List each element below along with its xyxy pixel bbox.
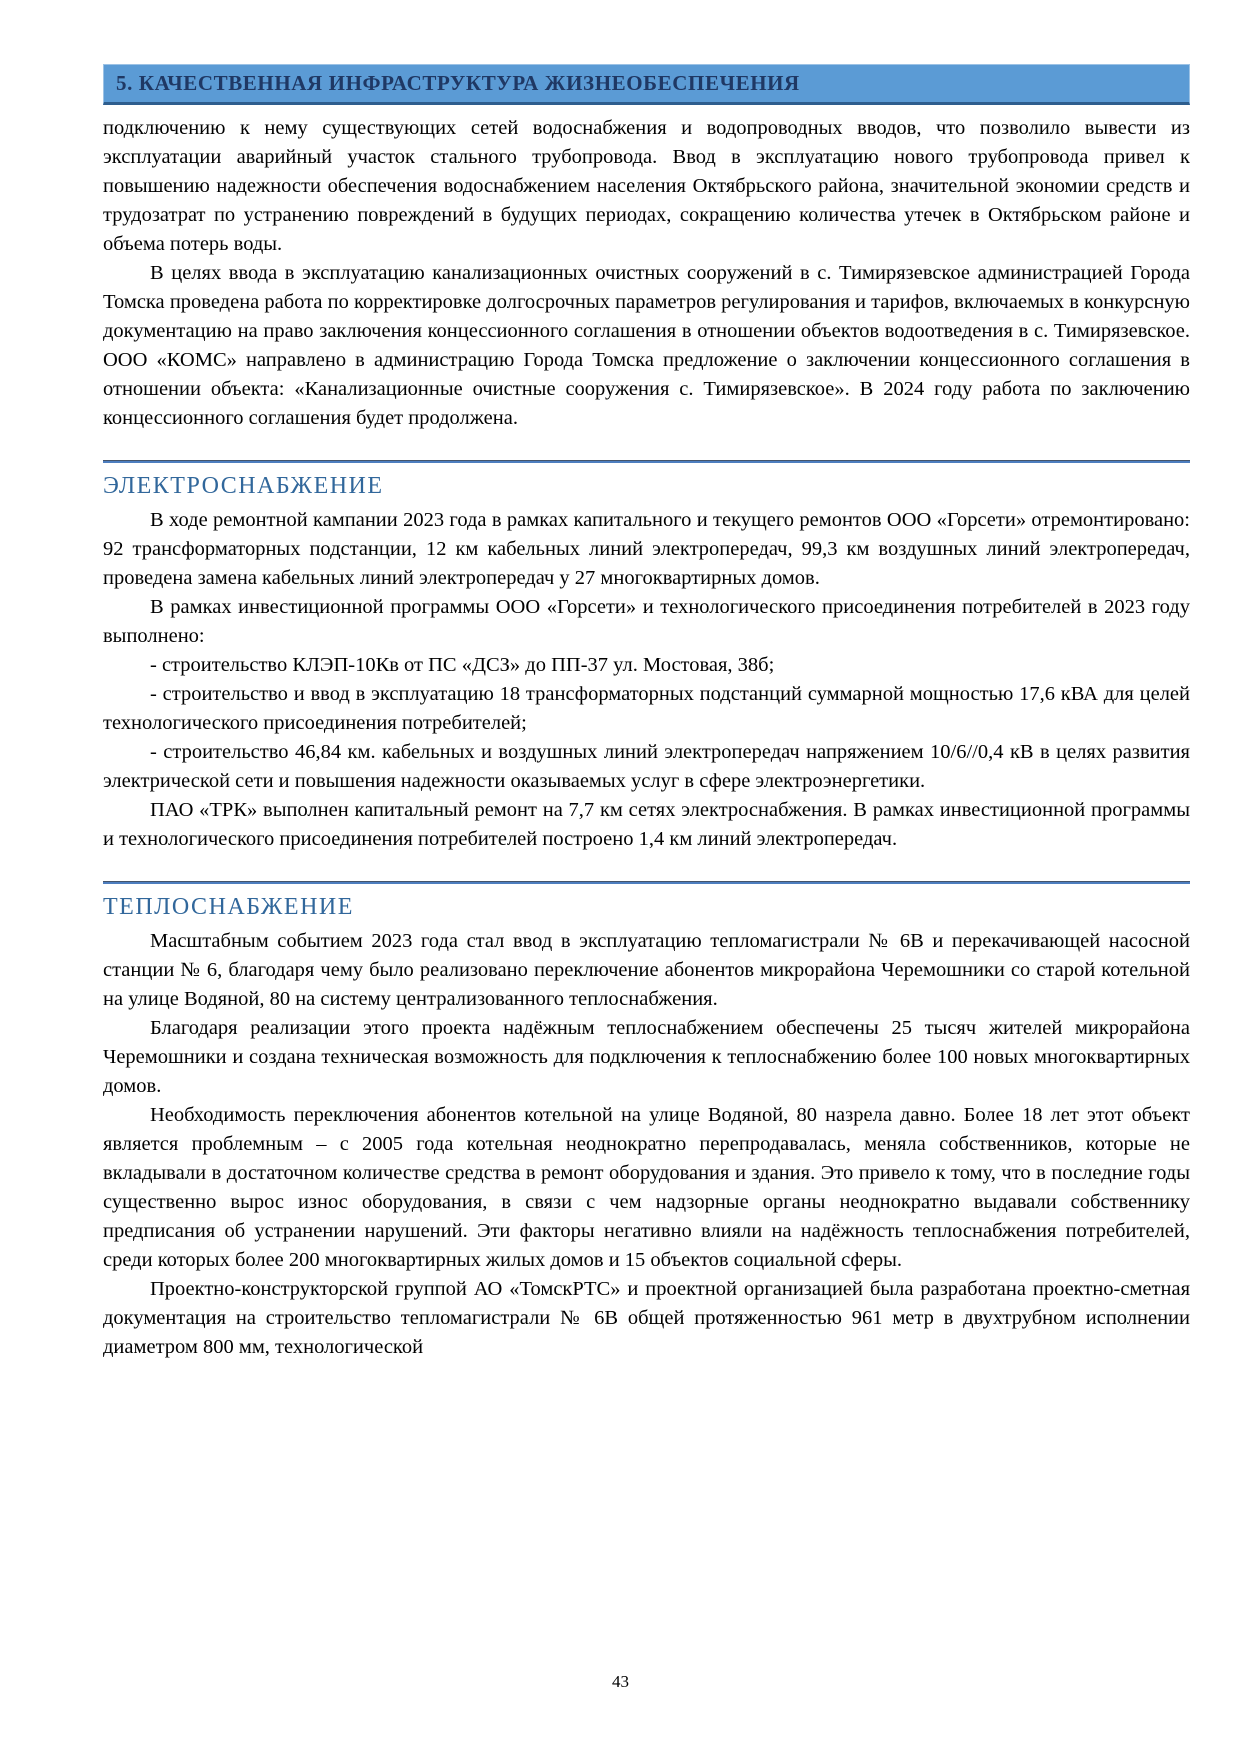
section-divider (103, 881, 1190, 884)
paragraph: В ходе ремонтной кампании 2023 года в рамках капитального и текущего ремонтов ООО «Горсети» отремонтировано: 92 трансформаторных подстанции, 12 км кабельных линий электропередач, 99,3 км воздушных линий электропередач, проведена замена кабельных линий электропередач у 27 многоквартирных домов. (103, 509, 1190, 589)
intro-paragraph-continuation: подключению к нему существующих сетей водоснабжения и водопроводных вводов, что позволило вывести из эксплуатации аварийный участок стального трубопровода. Ввод в эксплуатацию нового трубопровода привел к повышению надежности обеспечения водоснабжением населения Октябрьского района, значительной экономии средств и трудозатрат по устранению повреждений в будущих периодах, сокращению количества утечек в Октябрьском районе и объема потерь воды. (103, 117, 1190, 255)
paragraph: Благодаря реализации этого проекта надёжным теплоснабжением обеспечены 25 тысяч жителей микрорайона Черемошники и создана техническая возможность для подключения к теплоснабжению более 100 новых многоквартирных домов. (103, 1017, 1190, 1097)
paragraph: Масштабным событием 2023 года стал ввод в эксплуатацию тепломагистрали № 6В и перекачивающей насосной станции № 6, благодаря чему было реализовано переключение абонентов микрорайона Черемошники со старой котельной на улице Водяной, 80 на систему централизованного теплоснабжения. (103, 930, 1190, 1010)
list-item-dash: - строительство 46,84 км. кабельных и воздушных линий электропередач напряжением 10/6//0,4 кВ в целях развития электрической сети и повышения надежности оказываемых услуг в сфере электроэнергетики. (103, 741, 1190, 792)
section-divider (103, 460, 1190, 463)
paragraph: Проектно-конструкторской группой АО «ТомскРТС» и проектной организацией была разработана проектно-сметная документация на строительство тепломагистрали № 6В общей протяженностью 961 метр в двухтрубном исполнении диаметром 800 мм, технологической (103, 1278, 1190, 1358)
chapter-header-band (103, 64, 1190, 105)
section-heading-heating: ТЕПЛОСНАБЖЕНИЕ (103, 894, 354, 920)
paragraph: В рамках инвестиционной программы ООО «Горсети» и технологического присоединения потребителей в 2023 году выполнено: (103, 596, 1190, 647)
paragraph: ПАО «ТРК» выполнен капитальный ремонт на 7,7 км сетях электроснабжения. В рамках инвестиционной программы и технологического присоединения потребителей построено 1,4 км линий электропередач. (103, 799, 1190, 850)
intro-paragraph-concession: В целях ввода в эксплуатацию канализационных очистных сооружений в с. Тимирязевское администрацией Города Томска проведена работа по корректировке долгосрочных параметров регулирования и тарифов, включаемых в конкурсную документацию на право заключения концессионного соглашения в отношении объектов водоотведения в с. Тимирязевское. ООО «КОМС» направлено в администрацию Города Томска предложение о заключении концессионного соглашения в отношении объекта: «Канализационные очистные сооружения с. Тимирязевское». В 2024 году работа по заключению концессионного соглашения будет продолжена. (103, 262, 1190, 429)
page-footer (0, 1672, 1241, 1692)
list-item-dash: - строительство КЛЭП-10Кв от ПС «ДСЗ» до ПП-37 ул. Мостовая, 38б; (150, 654, 775, 676)
page-number: 43 (612, 1672, 629, 1691)
paragraph: Необходимость переключения абонентов котельной на улице Водяной, 80 назрела давно. Более 18 лет этот объект является проблемным – с 2005 года котельная неоднократно перепродавалась, меняла собственников, которые не вкладывали в достаточном количестве средства в ремонт оборудования и здания. Это привело к тому, что в последние годы существенно вырос износ оборудования, в связи с чем надзорные органы неоднократно выдавали собственнику предписания об устранении нарушений. Эти факторы негативно влияли на надёжность теплоснабжения потребителей, среди которых более 200 многоквартирных жилых домов и 15 объектов социальной сферы. (103, 1104, 1190, 1271)
section-heading-electricity: ЭЛЕКТРОСНАБЖЕНИЕ (103, 473, 384, 499)
chapter-title: 5. КАЧЕСТВЕННАЯ ИНФРАСТРУКТУРА ЖИЗНЕОБЕСПЕЧЕНИЯ (116, 71, 800, 95)
list-item-dash: - строительство и ввод в эксплуатацию 18 трансформаторных подстанций суммарной мощностью 17,6 кВА для целей технологического присоединения потребителей; (103, 683, 1190, 734)
